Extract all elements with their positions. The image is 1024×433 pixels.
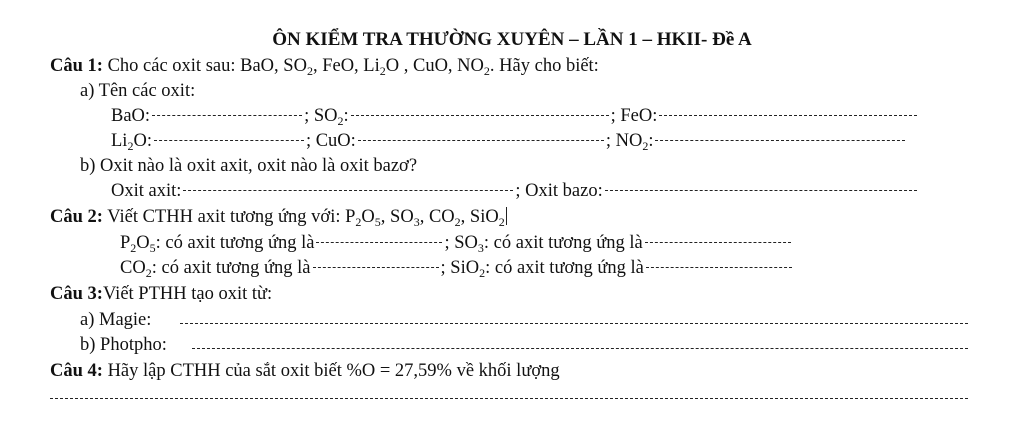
question-3-part-a: a) Magie: xyxy=(80,310,152,330)
answer-blank-phosphorus[interactable] xyxy=(192,348,968,349)
question-2-label: Câu 2: xyxy=(50,207,103,227)
answer-blank-magnesium[interactable] xyxy=(180,323,968,324)
answer-blank-so2[interactable] xyxy=(351,115,609,116)
answer-blank-cuo[interactable] xyxy=(358,140,604,141)
question-3-label: Câu 3: xyxy=(50,284,103,304)
answer-blank-p2o5-acid[interactable] xyxy=(316,242,442,243)
acid-row-1: $P_2O_5$: có axit tương ứng là ; $SO_3$: có axit tương ứng là xyxy=(120,231,793,255)
question-1-part-b: b) Oxit nào là oxit axit, oxit nào là oxit bazơ? xyxy=(80,156,418,176)
oxide-names-row-1: BaO: ; $SO_2$: ; FeO: xyxy=(111,104,919,128)
answer-blank-so3-acid[interactable] xyxy=(645,242,791,243)
question-1-part-a: a) Tên các oxit: xyxy=(80,81,196,101)
answer-blank-no2[interactable] xyxy=(655,140,905,141)
question-3-part-b: b) Photpho: xyxy=(80,335,167,355)
question-3-prompt: Câu 3:Viết PTHH tạo oxit từ: xyxy=(50,284,273,304)
oxide-names-row-2: $Li_2O$: ; CuO: ; $NO_2$: xyxy=(111,129,907,153)
acid-row-2: $CO_2$: có axit tương ứng là ; SiO$_2$: có axit tương ứng là xyxy=(120,256,794,280)
answer-blank-sio2-acid[interactable] xyxy=(646,267,792,268)
answer-blank-co2-acid[interactable] xyxy=(313,267,439,268)
acid-base-row: Oxit axit: ; Oxit bazo: xyxy=(111,179,919,203)
answer-blank-li2o[interactable] xyxy=(154,140,304,141)
question-1-label: Câu 1: xyxy=(50,56,103,76)
answer-blank-feo[interactable] xyxy=(659,115,917,116)
answer-blank-iron-oxide[interactable] xyxy=(50,398,968,399)
text-cursor xyxy=(506,207,507,225)
question-1-prompt: Câu 1: Cho các oxit sau: BaO, $SO_2$, FeO, $Li_2O$ , CuO, $NO_2$. Hãy cho biết: xyxy=(50,56,599,78)
answer-blank-acid-oxides[interactable] xyxy=(183,190,513,191)
question-4-prompt: Câu 4: Hãy lập CTHH của sắt oxit biết %O = 27,59% về khối lượng xyxy=(50,361,560,381)
question-4-label: Câu 4: xyxy=(50,361,103,381)
answer-blank-bao[interactable] xyxy=(152,115,302,116)
worksheet-title: ÔN KIỂM TRA THƯỜNG XUYÊN – LẦN 1 – HKII- Đề A xyxy=(272,29,752,50)
question-2-prompt: Câu 2: Viết CTHH axit tương ứng với: $P_2O_5$, $SO_3$, $CO_2$, SiO$_2$ xyxy=(50,207,505,229)
answer-blank-base-oxides[interactable] xyxy=(605,190,917,191)
